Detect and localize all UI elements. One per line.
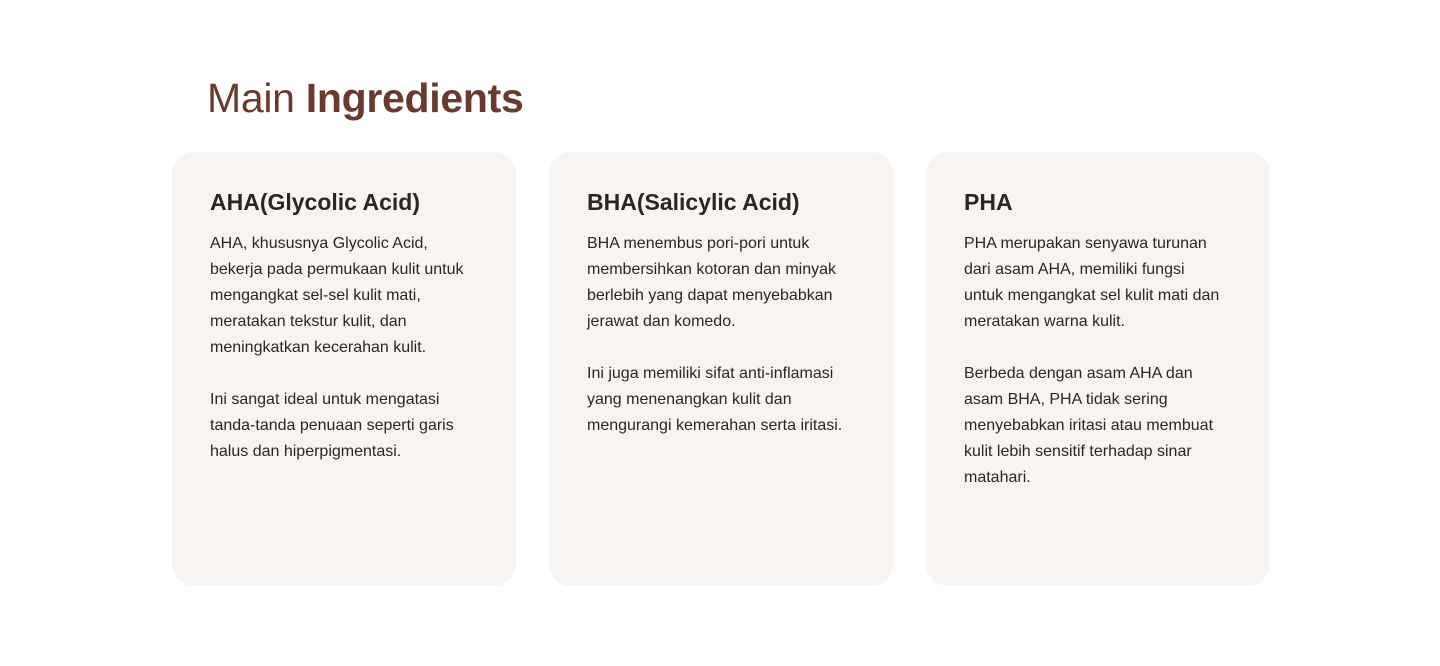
section-title-light: Main xyxy=(207,75,295,121)
card-paragraph: Ini sangat ideal untuk mengatasi tanda-tanda penuaan seperti garis halus dan hiperpigmentasi. xyxy=(210,391,454,460)
ingredient-card-pha xyxy=(926,152,1270,586)
section-title-bold: Ingredients xyxy=(305,75,524,121)
ingredient-card-aha xyxy=(172,152,516,586)
card-paragraph: Berbeda dengan asam AHA dan asam BHA, PHA tidak sering menyebabkan iritasi atau membuat kulit lebih sensitif terhadap sinar matahari. xyxy=(964,365,1214,486)
card-title: AHA(Glycolic Acid) xyxy=(210,189,421,215)
card-paragraph: Ini juga memiliki sifat anti-inflamasi yang menenangkan kulit dan mengurangi kemerahan serta iritasi. xyxy=(587,365,843,434)
card-title: BHA(Salicylic Acid) xyxy=(587,189,800,215)
section-title xyxy=(207,72,523,124)
card-paragraph: PHA merupakan senyawa turunan dari asam AHA, memiliki fungsi untuk mengangkat sel kulit mati dan meratakan warna kulit. xyxy=(964,235,1220,330)
card-paragraph: AHA, khususnya Glycolic Acid, bekerja pada permukaan kulit untuk mengangkat sel-sel kulit mati, meratakan tekstur kulit, dan meningkatkan kecerahan kulit. xyxy=(210,235,464,356)
card-title: PHA xyxy=(964,189,1013,215)
card-paragraph: BHA menembus pori-pori untuk membersihkan kotoran dan minyak berlebih yang dapat menyebabkan jerawat dan komedo. xyxy=(587,235,837,330)
ingredient-cards xyxy=(172,152,1270,586)
ingredient-card-bha xyxy=(549,152,893,586)
